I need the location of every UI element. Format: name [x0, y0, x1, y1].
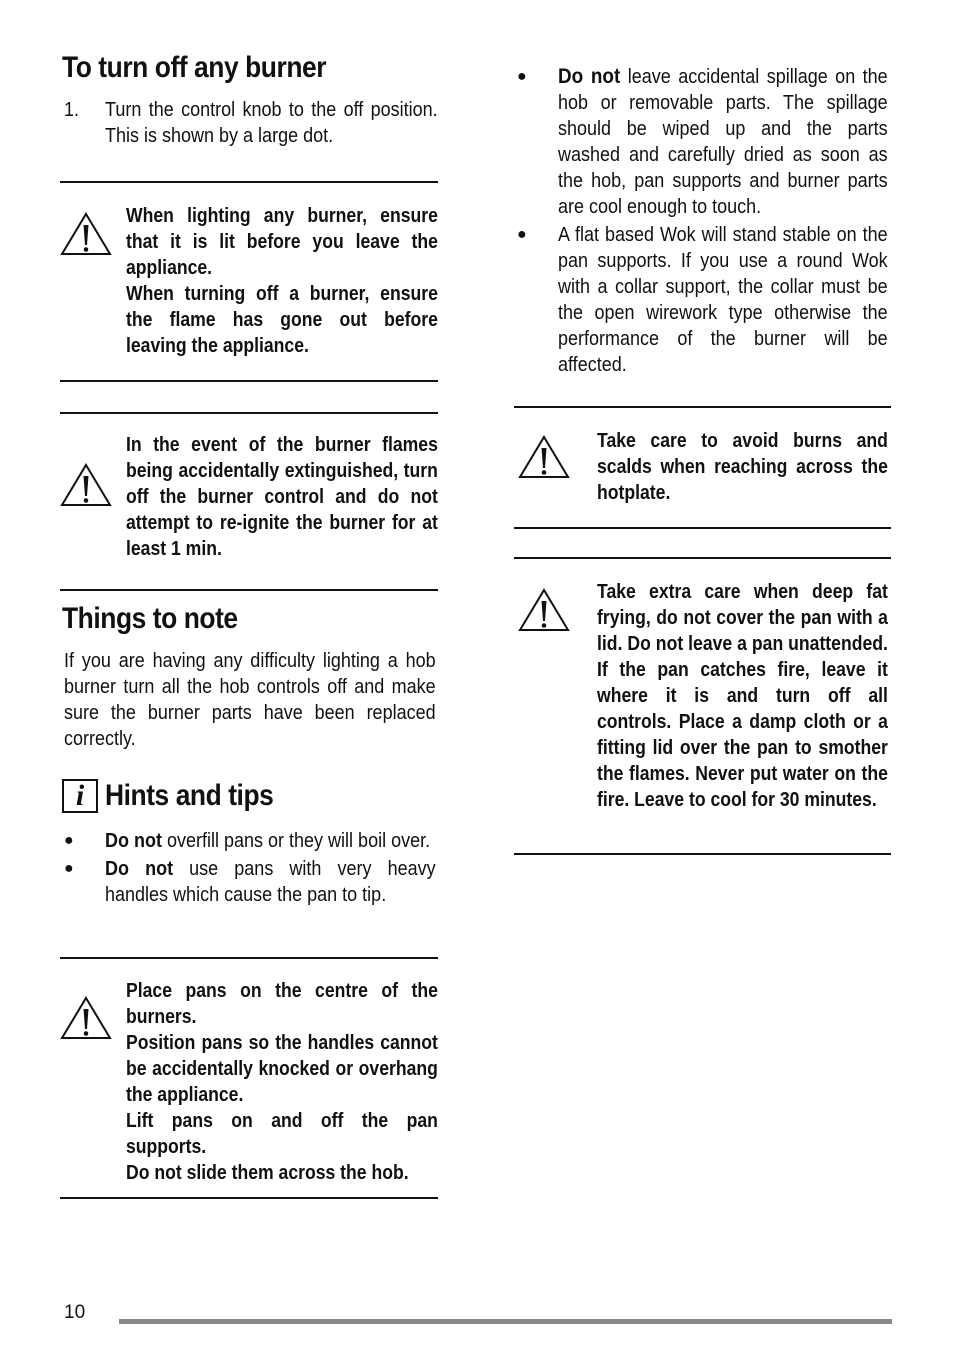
step-number: 1.: [64, 99, 80, 121]
list-item: [515, 222, 888, 378]
warning-triangle-icon: [60, 462, 112, 508]
bullet-text: leave accidental spillage on the hob or removable parts. The spillage should be wiped up and the parts washed and carefully dried as soon as the hob, pan supports and burner parts are cool enough to touch.: [558, 66, 888, 218]
warning-triangle-icon: [518, 434, 570, 480]
info-icon: [62, 779, 98, 813]
warning-paragraph: Place pans on the centre of the burners.: [126, 980, 438, 1028]
bullet-keyword: Do not: [558, 65, 621, 88]
warning-triangle-icon: [60, 995, 112, 1041]
things-to-note-text: If you are having any difficulty lighting a hob burner turn all the hob controls off and make sure the burner parts have been replaced correctly.: [64, 650, 436, 750]
right-bullet-list: [515, 64, 888, 378]
warning-paragraph: Position pans so the handles cannot be accidentally knocked or overhang the appliance.: [126, 1032, 438, 1106]
warning-box-pan-placement: [60, 957, 438, 1199]
bullet-keyword: Do not: [105, 830, 162, 852]
warning-text-lighting: [126, 203, 438, 359]
list-item: [62, 828, 436, 854]
bullet-dot: ●: [517, 68, 527, 85]
step-text: Turn the control knob to the off position. This is shown by a large dot.: [105, 99, 438, 147]
bullet-text: use pans with very heavy handles which cause the pan to tip.: [105, 858, 436, 906]
bullet-dot: ●: [64, 860, 74, 877]
warning-box-burns: [514, 406, 891, 529]
hints-bullet-list: [62, 828, 436, 908]
list-item: [62, 856, 436, 908]
warning-triangle-icon: [518, 587, 570, 633]
bullet-text: overfill pans or they will boil over.: [161, 830, 431, 852]
warning-text-pan-placement: [126, 978, 438, 1186]
info-icon-letter: i: [75, 779, 85, 812]
warning-text-burns: [597, 428, 888, 506]
warning-paragraph: When lighting any burner, ensure that it is lit before you leave the appliance.: [126, 205, 438, 279]
bullet-dot: ●: [517, 226, 527, 243]
warning-text-deep-fat-frying: [597, 579, 888, 813]
warning-paragraph: Do not slide them across the hob.: [126, 1162, 409, 1184]
bullet-dot: ●: [64, 832, 74, 849]
warning-paragraph: Take care to avoid burns and scalds when reaching across the hotplate.: [597, 430, 888, 504]
bullet-keyword: Do not: [105, 858, 174, 880]
warning-triangle-icon: [60, 211, 112, 257]
warning-text-flames-extinguished: [126, 432, 438, 562]
heading-hints-and-tips: Hints and tips: [105, 779, 274, 812]
warning-paragraph: In the event of the burner flames being accidentally extinguished, turn off the burner control and do not attempt to re-ignite the burner for at least 1 min.: [126, 434, 438, 560]
list-item: [515, 64, 888, 220]
warning-box-deep-fat-frying: [514, 557, 891, 855]
warning-paragraph: Lift pans on and off the pan supports.: [126, 1110, 438, 1158]
warning-paragraph: When turning off a burner, ensure the flame has gone out before leaving the appliance.: [126, 283, 438, 357]
step-1: [62, 97, 438, 149]
heading-turn-off-burner: To turn off any burner: [62, 51, 327, 84]
warning-box-flames-extinguished: [60, 412, 438, 591]
things-to-note-text-block: [64, 648, 436, 752]
footer-rule: [119, 1319, 892, 1324]
heading-things-to-note: Things to note: [62, 602, 238, 635]
bullet-text: A flat based Wok will stand stable on the pan supports. If you use a round Wok with a collar support, the collar must be the open wirework type otherwise the performance of the burner will be affected.: [558, 224, 888, 376]
warning-box-lighting: [60, 181, 438, 382]
warning-paragraph: Take extra care when deep fat frying, do not cover the pan with a lid. Do not leave a pan unattended. If the pan catches fire, leave it where it is and turn off all controls. Place a damp cloth or a fitting lid over the pan to smother the flames. Never put water on the fire. Leave to cool for 30 minutes.: [597, 581, 888, 811]
page-number: 10: [64, 1302, 86, 1323]
